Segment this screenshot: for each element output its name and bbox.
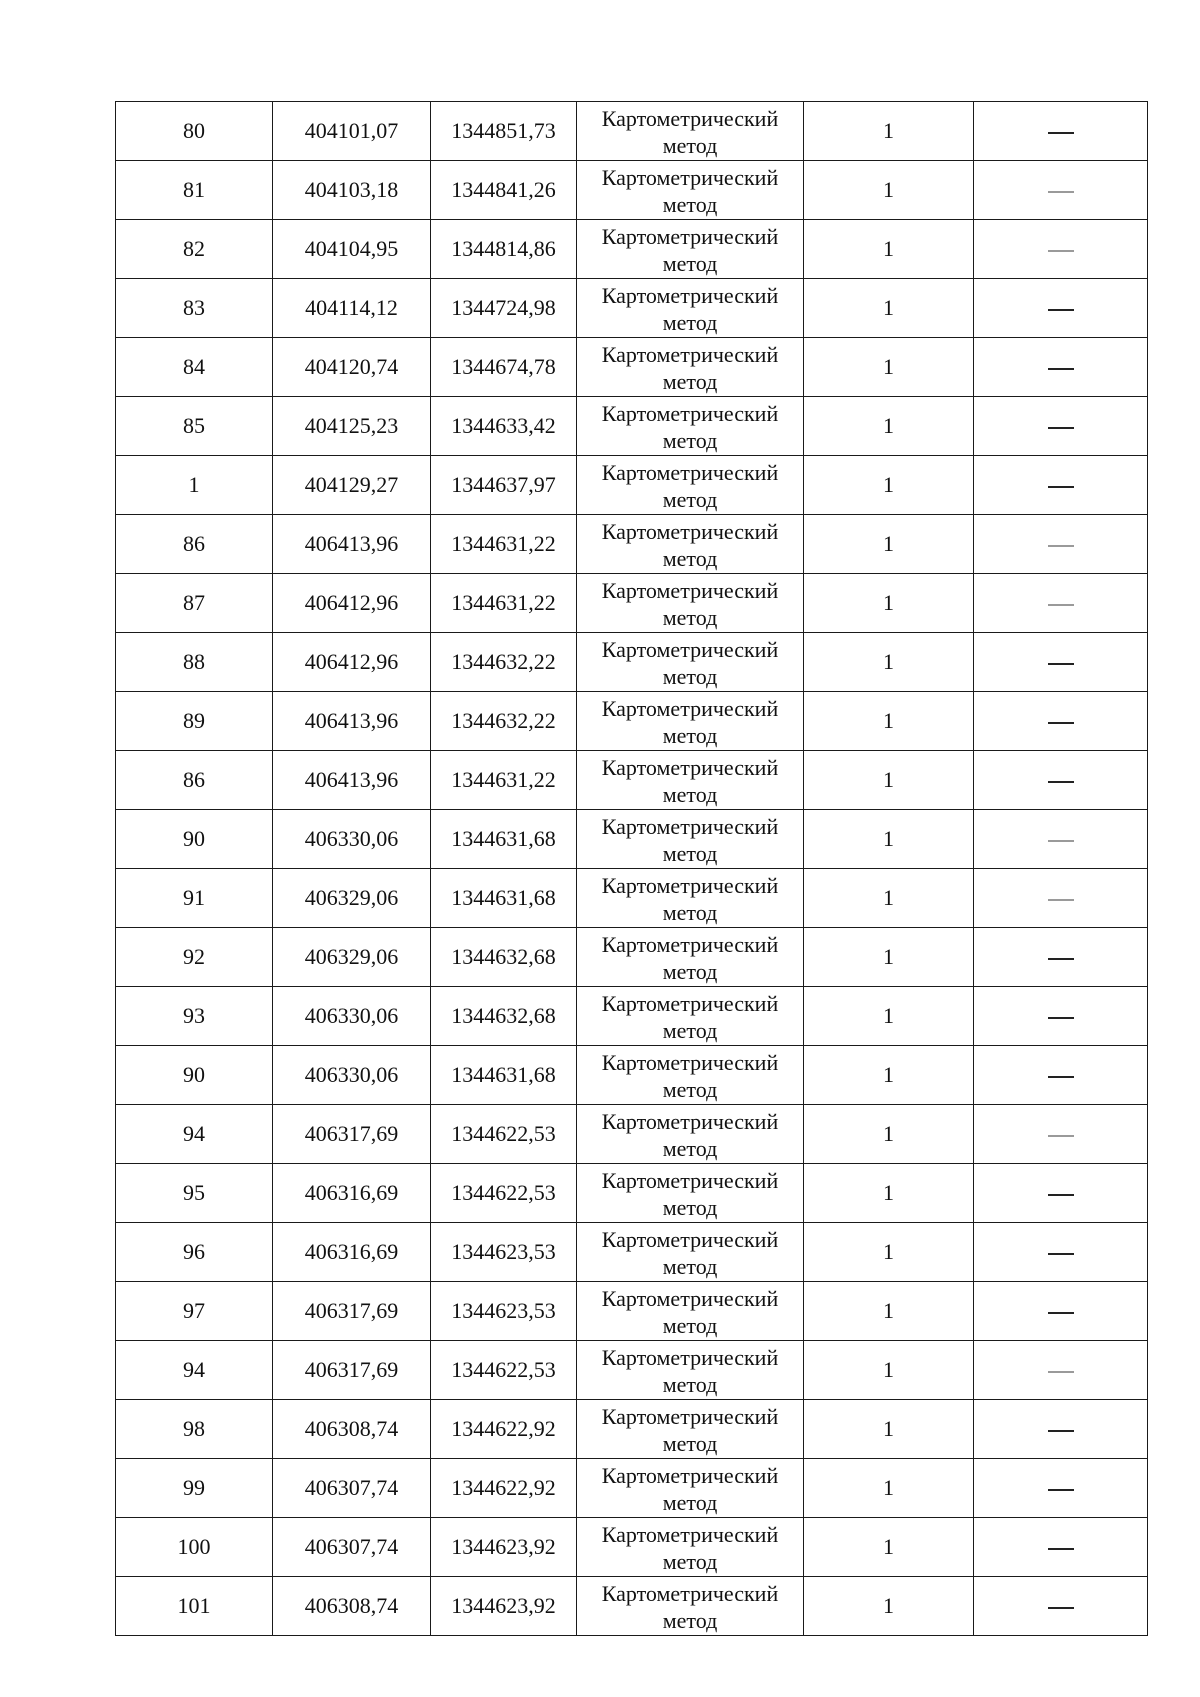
method-label-line1: Картометрический [601, 1227, 779, 1252]
description-cell [974, 397, 1148, 456]
method-cell [577, 1341, 804, 1400]
x-coordinate-cell: 406308,74 [273, 1400, 431, 1459]
accuracy-cell: 1 [804, 279, 974, 338]
y-coordinate-cell: 1344622,53 [431, 1341, 577, 1400]
y-coordinate-cell: 1344632,22 [431, 692, 577, 751]
method-cell [577, 810, 804, 869]
dash-mark [1048, 250, 1074, 252]
method-cell [577, 1164, 804, 1223]
description-cell [974, 515, 1148, 574]
method-label-line2: метод [662, 1018, 718, 1043]
method-label-line2: метод [662, 133, 718, 158]
y-coordinate-cell: 1344622,53 [431, 1164, 577, 1223]
table-row [116, 456, 1148, 515]
description-cell [974, 869, 1148, 928]
point-number-cell: 91 [116, 869, 273, 928]
x-coordinate-cell: 406307,74 [273, 1518, 431, 1577]
table-row [116, 1046, 1148, 1105]
method-label-line1: Картометрический [601, 1050, 779, 1075]
method-label-line1: Картометрический [601, 1168, 779, 1193]
method-label-line1: Картометрический [601, 991, 779, 1016]
method-label-line2: метод [662, 428, 718, 453]
description-cell [974, 456, 1148, 515]
table-row [116, 574, 1148, 633]
dash-mark [1048, 1194, 1074, 1196]
method-label-line1: Картометрический [601, 165, 779, 190]
accuracy-cell: 1 [804, 515, 974, 574]
method-label-line1: Картометрический [601, 519, 779, 544]
method-cell [577, 456, 804, 515]
description-cell [974, 1459, 1148, 1518]
x-coordinate-cell: 406329,06 [273, 928, 431, 987]
dash-mark [1048, 1253, 1074, 1255]
description-cell [974, 338, 1148, 397]
method-label-line2: метод [662, 1077, 718, 1102]
x-coordinate-cell: 406413,96 [273, 751, 431, 810]
x-coordinate-cell: 404125,23 [273, 397, 431, 456]
dash-mark [1048, 899, 1074, 901]
y-coordinate-cell: 1344631,68 [431, 1046, 577, 1105]
table-row [116, 1223, 1148, 1282]
method-label-line1: Картометрический [601, 1581, 779, 1606]
table-row [116, 1577, 1148, 1636]
y-coordinate-cell: 1344724,98 [431, 279, 577, 338]
description-cell [974, 810, 1148, 869]
dash-mark [1048, 1430, 1074, 1432]
method-label-line2: метод [662, 369, 718, 394]
method-label-line1: Картометрический [601, 873, 779, 898]
accuracy-cell: 1 [804, 869, 974, 928]
method-cell [577, 279, 804, 338]
point-number-cell: 95 [116, 1164, 273, 1223]
x-coordinate-cell: 406413,96 [273, 692, 431, 751]
x-coordinate-cell: 406330,06 [273, 987, 431, 1046]
dash-mark [1048, 486, 1074, 488]
y-coordinate-cell: 1344632,22 [431, 633, 577, 692]
x-coordinate-cell: 404104,95 [273, 220, 431, 279]
y-coordinate-cell: 1344814,86 [431, 220, 577, 279]
method-cell [577, 1223, 804, 1282]
method-label-line2: метод [662, 310, 718, 335]
accuracy-cell: 1 [804, 161, 974, 220]
table-row [116, 1341, 1148, 1400]
table-row [116, 692, 1148, 751]
method-label-line2: метод [662, 723, 718, 748]
method-label-line1: Картометрический [601, 342, 779, 367]
dash-mark [1048, 132, 1074, 134]
method-cell [577, 869, 804, 928]
y-coordinate-cell: 1344633,42 [431, 397, 577, 456]
table-row [116, 928, 1148, 987]
y-coordinate-cell: 1344622,53 [431, 1105, 577, 1164]
method-label-line1: Картометрический [601, 106, 779, 131]
method-label-line1: Картометрический [601, 460, 779, 485]
point-number-cell: 83 [116, 279, 273, 338]
dash-mark [1048, 663, 1074, 665]
description-cell [974, 279, 1148, 338]
method-label-line2: метод [662, 1608, 718, 1633]
method-label-line1: Картометрический [601, 1463, 779, 1488]
point-number-cell: 89 [116, 692, 273, 751]
y-coordinate-cell: 1344637,97 [431, 456, 577, 515]
accuracy-cell: 1 [804, 220, 974, 279]
accuracy-cell: 1 [804, 1164, 974, 1223]
description-cell [974, 220, 1148, 279]
accuracy-cell: 1 [804, 1223, 974, 1282]
description-cell [974, 574, 1148, 633]
y-coordinate-cell: 1344631,68 [431, 869, 577, 928]
description-cell [974, 1577, 1148, 1636]
y-coordinate-cell: 1344674,78 [431, 338, 577, 397]
method-cell [577, 1282, 804, 1341]
table-row [116, 810, 1148, 869]
point-number-cell: 90 [116, 810, 273, 869]
dash-mark [1048, 368, 1074, 370]
method-label-line2: метод [662, 900, 718, 925]
method-label-line2: метод [662, 1313, 718, 1338]
dash-mark [1048, 309, 1074, 311]
method-cell [577, 1105, 804, 1164]
point-number-cell: 85 [116, 397, 273, 456]
point-number-cell: 96 [116, 1223, 273, 1282]
method-label-line1: Картометрический [601, 932, 779, 957]
method-label-line2: метод [662, 1372, 718, 1397]
x-coordinate-cell: 406412,96 [273, 633, 431, 692]
description-cell [974, 1105, 1148, 1164]
point-number-cell: 80 [116, 102, 273, 161]
y-coordinate-cell: 1344623,92 [431, 1577, 577, 1636]
method-label-line1: Картометрический [601, 224, 779, 249]
x-coordinate-cell: 406317,69 [273, 1282, 431, 1341]
method-label-line1: Картометрический [601, 814, 779, 839]
accuracy-cell: 1 [804, 987, 974, 1046]
y-coordinate-cell: 1344622,92 [431, 1400, 577, 1459]
x-coordinate-cell: 404101,07 [273, 102, 431, 161]
method-cell [577, 751, 804, 810]
accuracy-cell: 1 [804, 1459, 974, 1518]
point-number-cell: 1 [116, 456, 273, 515]
y-coordinate-cell: 1344631,68 [431, 810, 577, 869]
accuracy-cell: 1 [804, 692, 974, 751]
method-cell [577, 338, 804, 397]
method-cell [577, 515, 804, 574]
method-cell [577, 397, 804, 456]
dash-mark [1048, 1371, 1074, 1373]
dash-mark [1048, 545, 1074, 547]
method-label-line2: метод [662, 1490, 718, 1515]
accuracy-cell: 1 [804, 1282, 974, 1341]
method-label-line2: метод [662, 605, 718, 630]
point-number-cell: 86 [116, 515, 273, 574]
table-row [116, 515, 1148, 574]
accuracy-cell: 1 [804, 810, 974, 869]
description-cell [974, 1223, 1148, 1282]
method-label-line2: метод [662, 841, 718, 866]
point-number-cell: 92 [116, 928, 273, 987]
point-number-cell: 81 [116, 161, 273, 220]
table-row [116, 869, 1148, 928]
dash-mark [1048, 1017, 1074, 1019]
method-label-line1: Картометрический [601, 401, 779, 426]
point-number-cell: 86 [116, 751, 273, 810]
accuracy-cell: 1 [804, 397, 974, 456]
y-coordinate-cell: 1344631,22 [431, 515, 577, 574]
accuracy-cell: 1 [804, 1577, 974, 1636]
table-row [116, 1459, 1148, 1518]
point-number-cell: 101 [116, 1577, 273, 1636]
method-cell [577, 1046, 804, 1105]
point-number-cell: 82 [116, 220, 273, 279]
accuracy-cell: 1 [804, 456, 974, 515]
method-label-line2: метод [662, 1431, 718, 1456]
y-coordinate-cell: 1344841,26 [431, 161, 577, 220]
accuracy-cell: 1 [804, 1518, 974, 1577]
x-coordinate-cell: 406308,74 [273, 1577, 431, 1636]
x-coordinate-cell: 406329,06 [273, 869, 431, 928]
dash-mark [1048, 1548, 1074, 1550]
dash-mark [1048, 427, 1074, 429]
accuracy-cell: 1 [804, 1105, 974, 1164]
point-number-cell: 100 [116, 1518, 273, 1577]
x-coordinate-cell: 406412,96 [273, 574, 431, 633]
x-coordinate-cell: 404129,27 [273, 456, 431, 515]
description-cell [974, 1046, 1148, 1105]
x-coordinate-cell: 406317,69 [273, 1341, 431, 1400]
dash-mark [1048, 958, 1074, 960]
table-row [116, 1282, 1148, 1341]
dash-mark [1048, 722, 1074, 724]
y-coordinate-cell: 1344632,68 [431, 987, 577, 1046]
method-label-line2: метод [662, 782, 718, 807]
method-label-line2: метод [662, 487, 718, 512]
description-cell [974, 1164, 1148, 1223]
table-row [116, 102, 1148, 161]
table-row [116, 1400, 1148, 1459]
method-label-line1: Картометрический [601, 1345, 779, 1370]
x-coordinate-cell: 406413,96 [273, 515, 431, 574]
method-label-line1: Картометрический [601, 637, 779, 662]
description-cell [974, 1282, 1148, 1341]
accuracy-cell: 1 [804, 102, 974, 161]
dash-mark [1048, 1076, 1074, 1078]
table-row [116, 633, 1148, 692]
accuracy-cell: 1 [804, 633, 974, 692]
method-label-line2: метод [662, 664, 718, 689]
x-coordinate-cell: 406330,06 [273, 810, 431, 869]
description-cell [974, 161, 1148, 220]
x-coordinate-cell: 406317,69 [273, 1105, 431, 1164]
method-label-line2: метод [662, 1195, 718, 1220]
point-number-cell: 84 [116, 338, 273, 397]
method-label-line1: Картометрический [601, 696, 779, 721]
table-row [116, 1164, 1148, 1223]
point-number-cell: 97 [116, 1282, 273, 1341]
dash-mark [1048, 1135, 1074, 1137]
table-row [116, 751, 1148, 810]
description-cell [974, 1518, 1148, 1577]
dash-mark [1048, 1312, 1074, 1314]
point-number-cell: 88 [116, 633, 273, 692]
point-number-cell: 87 [116, 574, 273, 633]
description-cell [974, 751, 1148, 810]
method-label-line1: Картометрический [601, 1522, 779, 1547]
method-label-line2: метод [662, 546, 718, 571]
accuracy-cell: 1 [804, 928, 974, 987]
coordinates-table [115, 101, 1148, 1636]
y-coordinate-cell: 1344623,92 [431, 1518, 577, 1577]
method-cell [577, 928, 804, 987]
dash-mark [1048, 191, 1074, 193]
method-cell [577, 987, 804, 1046]
x-coordinate-cell: 406316,69 [273, 1223, 431, 1282]
method-cell [577, 102, 804, 161]
method-label-line2: метод [662, 959, 718, 984]
y-coordinate-cell: 1344622,92 [431, 1459, 577, 1518]
method-label-line2: метод [662, 192, 718, 217]
method-label-line1: Картометрический [601, 283, 779, 308]
table-row [116, 279, 1148, 338]
description-cell [974, 1400, 1148, 1459]
dash-mark [1048, 840, 1074, 842]
point-number-cell: 94 [116, 1105, 273, 1164]
table-row [116, 1518, 1148, 1577]
method-cell [577, 633, 804, 692]
method-cell [577, 1518, 804, 1577]
description-cell [974, 633, 1148, 692]
method-cell [577, 574, 804, 633]
x-coordinate-cell: 406307,74 [273, 1459, 431, 1518]
table-row [116, 1105, 1148, 1164]
method-label-line2: метод [662, 251, 718, 276]
point-number-cell: 98 [116, 1400, 273, 1459]
method-label-line1: Картометрический [601, 1404, 779, 1429]
method-label-line1: Картометрический [601, 1109, 779, 1134]
table-row [116, 987, 1148, 1046]
point-number-cell: 93 [116, 987, 273, 1046]
table-row [116, 338, 1148, 397]
method-cell [577, 161, 804, 220]
method-cell [577, 220, 804, 279]
method-cell [577, 692, 804, 751]
accuracy-cell: 1 [804, 751, 974, 810]
x-coordinate-cell: 406330,06 [273, 1046, 431, 1105]
accuracy-cell: 1 [804, 1046, 974, 1105]
dash-mark [1048, 781, 1074, 783]
method-label-line2: метод [662, 1136, 718, 1161]
accuracy-cell: 1 [804, 338, 974, 397]
x-coordinate-cell: 404114,12 [273, 279, 431, 338]
coordinates-table-body [116, 102, 1148, 1636]
y-coordinate-cell: 1344632,68 [431, 928, 577, 987]
accuracy-cell: 1 [804, 1341, 974, 1400]
dash-mark [1048, 604, 1074, 606]
accuracy-cell: 1 [804, 574, 974, 633]
method-cell [577, 1577, 804, 1636]
method-label-line1: Картометрический [601, 755, 779, 780]
point-number-cell: 90 [116, 1046, 273, 1105]
description-cell [974, 692, 1148, 751]
description-cell [974, 928, 1148, 987]
y-coordinate-cell: 1344623,53 [431, 1282, 577, 1341]
method-label-line1: Картометрический [601, 578, 779, 603]
table-row [116, 397, 1148, 456]
point-number-cell: 94 [116, 1341, 273, 1400]
y-coordinate-cell: 1344631,22 [431, 751, 577, 810]
x-coordinate-cell: 404120,74 [273, 338, 431, 397]
method-label-line1: Картометрический [601, 1286, 779, 1311]
method-cell [577, 1400, 804, 1459]
dash-mark [1048, 1607, 1074, 1609]
point-number-cell: 99 [116, 1459, 273, 1518]
table-row [116, 220, 1148, 279]
y-coordinate-cell: 1344631,22 [431, 574, 577, 633]
method-label-line2: метод [662, 1254, 718, 1279]
table-row [116, 161, 1148, 220]
accuracy-cell: 1 [804, 1400, 974, 1459]
description-cell [974, 1341, 1148, 1400]
description-cell [974, 987, 1148, 1046]
x-coordinate-cell: 404103,18 [273, 161, 431, 220]
method-label-line2: метод [662, 1549, 718, 1574]
dash-mark [1048, 1489, 1074, 1491]
x-coordinate-cell: 406316,69 [273, 1164, 431, 1223]
y-coordinate-cell: 1344851,73 [431, 102, 577, 161]
description-cell [974, 102, 1148, 161]
method-cell [577, 1459, 804, 1518]
y-coordinate-cell: 1344623,53 [431, 1223, 577, 1282]
